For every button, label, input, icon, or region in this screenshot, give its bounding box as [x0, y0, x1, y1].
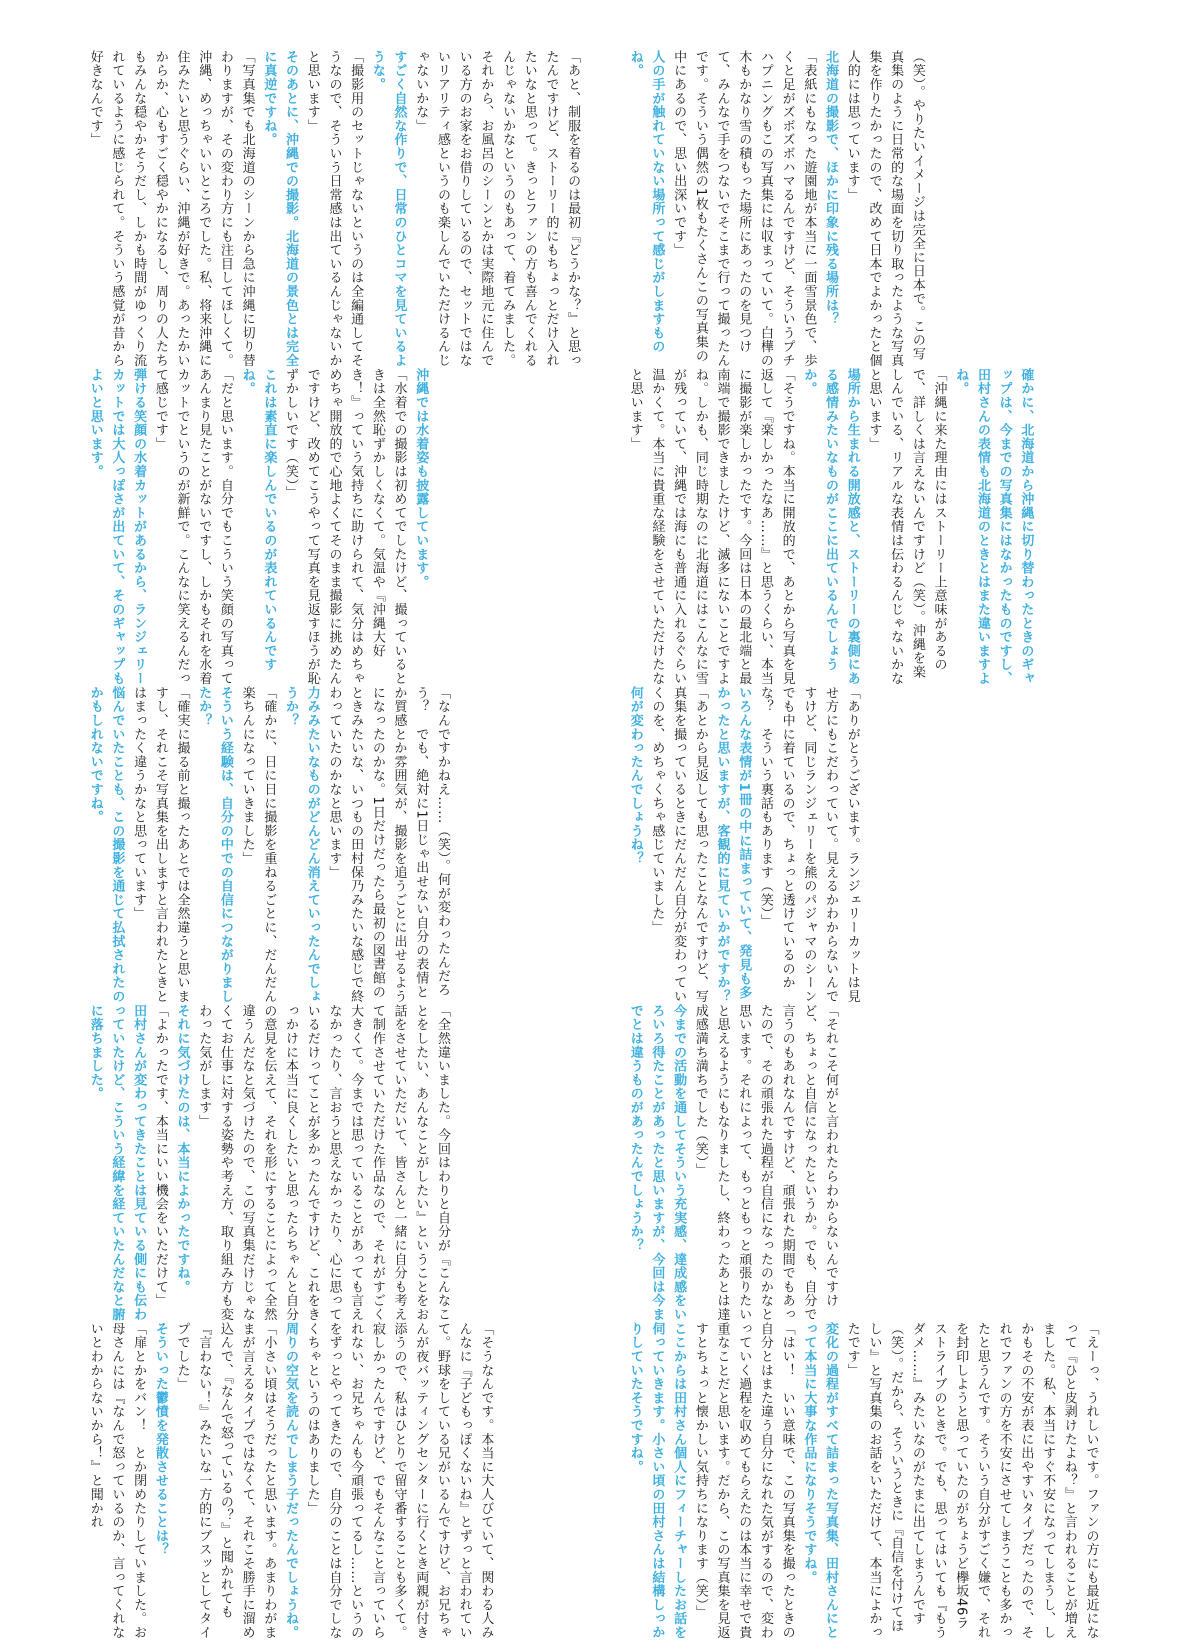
question-text: そういった鬱憤を発散させることは？ [152, 1322, 168, 1557]
answer-text: 「確かに、日に日に撮影を重ねるごとに、だんだん楽ちんになっていきました」 [239, 686, 277, 1004]
column-4-right [624, 1004, 1124, 1324]
question-text: 今までの活動を通してそういう充実感、達成感をいろいろ得たことがあったと思いますが、今回は今までとは違うものがあったんでしょうか？ [627, 1004, 687, 1322]
question-text: 何が変わったんでしょうね？ [627, 686, 643, 866]
answer-text: 「小さい頃はそうだったと思います。あまりわがままが言えるタイプではなくて、それこそ勝手に溜め込んで、『なんで怒っているの？』と聞かれても『言わない！』みたいな一方的にブスッとしてタイプでした」 [174, 1322, 277, 1640]
answer-text: 「えーっ、うれしいです。ファンの方にも最近になって『ひと皮剥けたよね？』と言われることが増えました。私、本当にすぐ不安になってしまうし、しかもその不安が表に出やすいタイプだったので、それでファンの方を不安にさせてしまうことも多かったと思うんです。そういう自分がすごく嫌で、それを封印しようと思っていたのがちょうど欅坂46ラストライブのときで。でも、思ってはいても『もうダメ……』みたいなのがたまに出てしまうんです（笑）。だから、そういうときに『自信を付けてほしい』と写真集のお話をいただけて、本当によかったです」 [844, 1322, 1099, 1640]
tier-1 [84, 50, 1124, 370]
answer-text: 「水着での撮影は初めてでしたけど、撮っているときは全然恥ずかしくなくて。気温や『沖縄大好き！』っていう気持ちに助けられて、気分はめちゃめちゃ開放的で心地よくてそのまま撮影に挑めたんですけど、改めてこうやって写真を見返すほうが恥ずかしいです（笑）」 [283, 368, 407, 686]
column-text [624, 686, 863, 1006]
question-text: すごく自然な作りで、日常のひとコマを見ているような。 [369, 50, 407, 368]
tier-2 [84, 368, 1124, 688]
answer-text: 「表紙にもなった遊園地が本当に一面雪景色で、歩くと足がズボズボハマるんですけど、そういうプチハプニングもこの写真集には収まっていて。白樺の木もかなり雪の積もった場所にあったのを見つけて、みんなで手をつないでそこまで行って撮ったんです。そういう偶然の1枚もたくさんこの写真集の中にあるので、思い出深いです」 [671, 50, 817, 368]
question-text: 沖縄では水着姿も披露しています。 [413, 368, 429, 589]
answer-text: 「写真集でも北海道のシーンから急に沖縄に切り替わりますが、その変わり方にも注目してほしくて。沖縄、めっちゃいいところでした。私、将来沖縄に住みたいと思うぐらい、沖縄が好きで。あったかいからか、心もすごく穏やかになるし、周りの人たちもみんな穏やかそうだし、しかも時間がゆっくり流れているように感じられて。そういう感覚が昔から好きなんです」 [87, 50, 255, 368]
column-text [84, 1322, 496, 1642]
column-4-left [84, 1004, 584, 1324]
column-text [84, 50, 583, 370]
answer-text: 「あとから見返しても思ったことなんですけど、写真集を撮っているときにだんだん自分が変わっていくのを、めちゃくちゃ感じていました」 [649, 686, 708, 1004]
answer-text: 「そうなんです。本当に大人びていて、関わる人みんなに『子どもっぽくないね』とずっと言われていて。野球をしている兄がいるんですけど、お兄ちゃんが夜バッティングセンターに行くとき両親が付き添うので、私はひとりで留守番することも多くて。寂しかったんですけど、でもそんなこと言っていられない、お兄ちゃんも今頑張ってるし……というのをずっとやってきたので、自分のことは自分でしなくちゃというのはありました」 [304, 1322, 494, 1640]
answer-text: （笑）。やりたいイメージは完全に日本で。この写真集のように日常的な場面を切り取ったような写真集を作りたかったので、改めて日本でよかったと個人的には思っています」 [844, 50, 925, 368]
question-text: 北海道の撮影で、ほかに印象に残る場所は？ [823, 50, 839, 326]
column-text [624, 1322, 1101, 1642]
question-text: 力みみたいなものがどんどん消えていったんでしょうか？ [283, 686, 320, 1004]
question-text: 周りの空気を読んでしまう子だったんでしょうね。 [283, 1322, 299, 1640]
answer-text: 「撮影用のセットじゃないというのは全編通してそうなので、そういう日常感は出ているんじゃないかと思います」 [304, 50, 364, 368]
tier-5 [84, 1322, 1124, 1642]
column-3-right [624, 686, 1124, 1006]
question-text: 田村さんが変わってきたことは見ている側にも伝わっていたけど、こういう経緯を経ていたんだなと腑に落ちました。 [87, 1004, 147, 1322]
answer-text: 「あと、制服を着るのは最初『どうかな？』と思ったんですけど、ストーリー的にもちょっとだけ入れたいなと思って。きっとファンの方も喜んでくれるんじゃないかなというのもあって、着てみました。それから、お風呂のシーンとかは実際地元に住んでいる方のお家をお借りしているので、セットではないリアリティ感というのも楽しんでいただけるんじゃないかな」 [413, 50, 581, 368]
answer-text: 「それこそ何がと言われたらわからないんですけど、ちょっと自信になったというか。でも、自分で言うのもあれなんですけど、頑張れた期間でもあったので、その頑張れた過程が自信になったのかなと思います。それによって、もっともっと頑張りたいと思えるようにもなりましたし、終わったあとは達成感満ち満ちでした（笑）」 [692, 1004, 839, 1322]
answer-text: 「なんですかねえ……（笑）。何が変わったんだろう？ でも、絶対に1日じゃ出せない自分の表情とか質感とか雰囲気が、撮影を追うごとに出せるようになったのかな。1日だけだったら最初の図書館のときみたいな、いつもの田村保乃みたいな感じで終わっていたのかなと思います」 [326, 686, 450, 1004]
column-text [624, 50, 928, 370]
question-text: そのあとに、沖縄での撮影。北海道の景色とは完全に真逆ですね。 [261, 50, 299, 368]
column-text [84, 1004, 453, 1324]
answer-text: 「沖縄に来た理由にはストーリー上意味があるので、詳しくは言えないんですけど（笑）。沖縄を楽しんでいる、リアルな表情は伝わるんじゃないかなと思います」 [866, 368, 947, 686]
column-1-right [624, 50, 1124, 370]
column-2-right [624, 368, 1124, 688]
question-text: 人の手が触れていない場所って感じがしますものね。 [627, 50, 665, 354]
question-text: そういう経験は、自分の中での自信につながりましたか？ [196, 686, 233, 1004]
column-5-right [624, 1322, 1124, 1642]
column-2-left [84, 368, 584, 688]
answer-text: 「ありがとうございます。ランジェリーカットは見せ方にもこだわっていて。見えるかわからないんですけど、同じランジェリーを熊のパジャマのシーンでも中に着ているので、ちょっと透けているのかな？ そういう裏話もあります（笑）」 [757, 686, 860, 1004]
answer-text: 「扉とかをバン！ とか閉めたりしていました。お母さんには『なんで怒っているのか、言ってくれないとわからないから！』と聞かれ [87, 1322, 147, 1640]
question-text: 場所から生まれる開放感と、ストーリーの裏側にある感情みたいなものがここに出ているんでしょうか。 [801, 368, 860, 686]
answer-text: 「全然違いました。今回はわりと自分が『こんなことをしたい、あんなことがしたい』ということをお話をさせていただいて、皆さんと一緒に自分も考えて制作させていただけた作品なので、それがすごく大きくて。今までは思っていることがあっても言えなかったり、言おうと思えなかったり、心に思っているだけってことが多かったんですけど、これをきっかけに本当に良くしたいと思ったらちゃんと自分の意見を伝えて、それを形にすることによって全然違うんだなと気づけたので、この写真集だけじゃなくてお仕事に対する姿勢や考え方、取り組み方も変わった気がします」 [196, 1004, 450, 1322]
column-text [84, 368, 431, 688]
question-text: 変化の過程がすべて詰まった写真集、田村さんにとって本当に大事な作品になりそうですね。 [801, 1322, 839, 1640]
question-text: 確かに、北海道から沖縄に切り替わったときのギャップは、今までの写真集にはなかったものですし、田村さんの表情も北海道のときとはまた違いますよね。 [953, 368, 1034, 686]
column-3-left [84, 686, 584, 1006]
question-text: 悩んでいたことも、この撮影を通じて払拭されたのかもしれないですね。 [87, 686, 125, 1004]
question-text: 弾ける笑顔の水着カットがあるから、ランジェリーカットでは大人っぽさが出ていて、そのギャップもよいと思います。 [87, 368, 147, 686]
answer-text: 「はい！ いい意味で、この写真集を撮ったときの自分とはまた違う自分になれた気がするので、変わっていく過程を収めてもらえたのは本当に幸せで貴重なことだと思います。だから、この写真集を見返すとちょっと懐かしい気持ちになります（笑）」 [692, 1322, 795, 1640]
column-text [84, 686, 453, 1006]
question-text: いろんな表情が1冊の中に詰まっていて、発見も多かったと思いますが、客観的に見ていかがですか？ [714, 686, 752, 1004]
tier-3 [84, 686, 1124, 1006]
column-1-left [84, 50, 584, 370]
question-text: これは素直に楽しんでいるのが表れているんですね。 [239, 368, 277, 672]
question-text: それに気づけたのは、本当によかったですね。 [174, 1004, 190, 1294]
column-5-left [84, 1322, 584, 1642]
answer-text: 「確実に撮る前と撮ったあとでは全然違うと思いますし、それこそ写真集を出しますと言われたときとはまったく違うかなと思っています」 [131, 686, 190, 1004]
tier-4 [84, 1004, 1124, 1324]
column-text [624, 368, 1036, 688]
column-text [624, 1004, 841, 1324]
answer-text: 「だと思います。自分でもこういう笑顔の写真ってあんまり見たことがないですし、しかもそれを水着カットでというのが新鮮で。こんなに笑えるんだって感じです」 [152, 368, 233, 686]
answer-text: 「よかったです、本当にいい機会をいただけて」 [152, 1004, 168, 1308]
answer-text: 「そうですね。本当に開放的で、あとから写真を見返して『楽しかったなあ……』と思うくらい、本当に撮影が楽しかったです。今回は日本の最北端と最南端で撮影できましたけど、滅多にないことですよね。しかも、同じ時期なのに北海道にはこんなに雪が残っていて、沖縄では海にも普通に入れるぐらい温かくて。本当に貴重な経験をさせていただけたなと思います」 [627, 368, 795, 686]
question-text: ここからは田村さん個人にフィーチャーしたお話を伺っていきます。小さい頃の田村さんは結構しっかりしていたそうですね。 [627, 1322, 687, 1640]
